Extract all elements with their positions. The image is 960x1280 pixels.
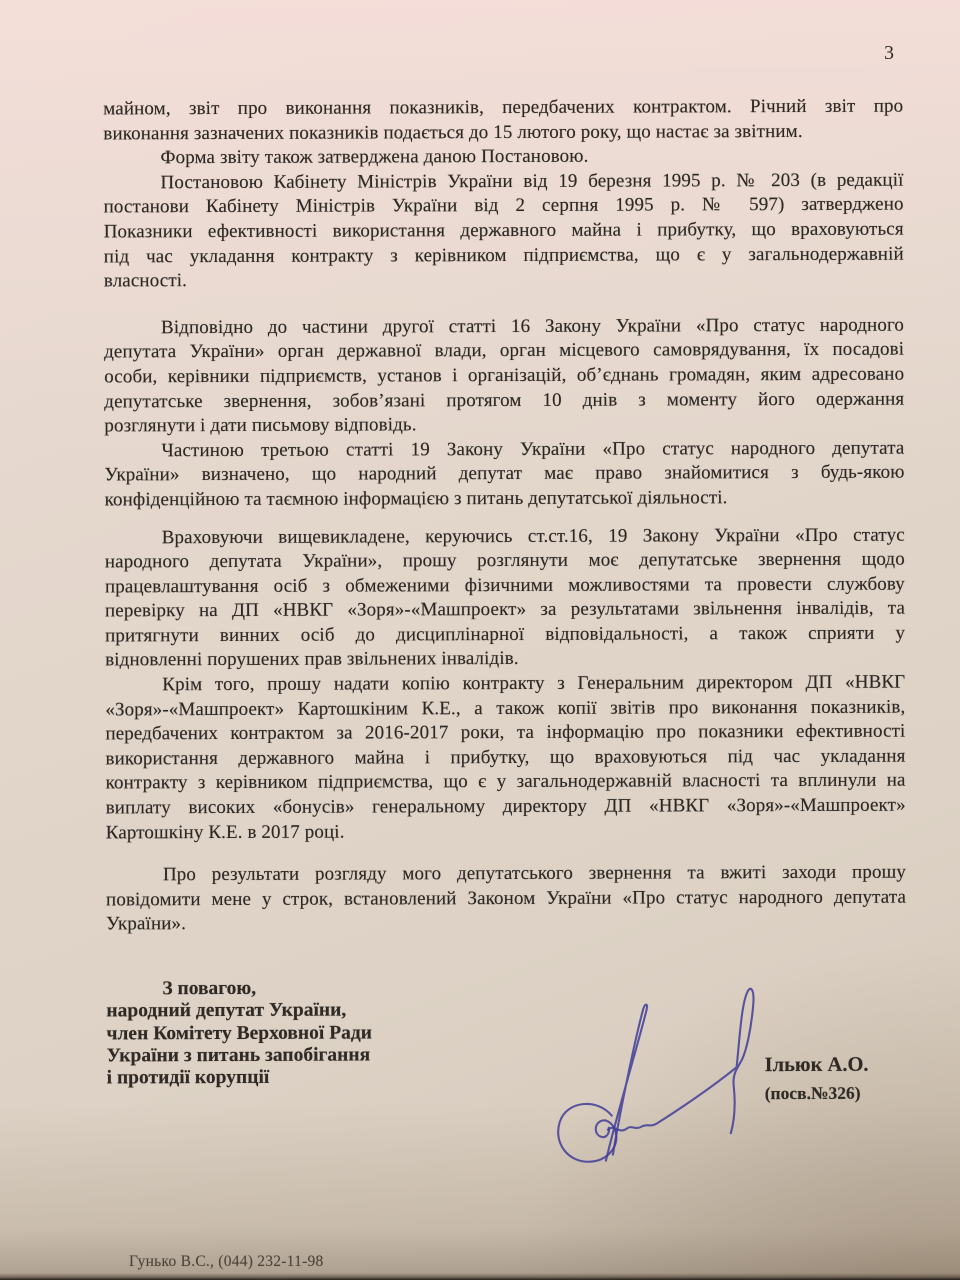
closing-line: України з питань запобігання bbox=[106, 1044, 371, 1067]
document-line: контракту з керівником підприємства, що є у загальнодержавній власності та вплинули на bbox=[105, 770, 906, 794]
document-line: Відповідно до частини другої статті 16 Закону України «Про статус народного bbox=[160, 314, 905, 338]
document-line: передбачених контрактом за 2016-2017 роки, та інформацію про показники ефективності bbox=[105, 720, 906, 745]
document-line: Показники ефективності використання державного майна і прибутку, що враховуються bbox=[103, 218, 904, 243]
document-line: депутатське звернення, зобов’язані протягом 10 днів з моменту його одержання bbox=[104, 388, 905, 412]
closing-line: член Комітету Верховної Ради bbox=[106, 1022, 372, 1044]
document-line: «Зоря»-«Машпроект» Картошкіним К.Е., а також копії звітів про виконання показників, bbox=[105, 696, 906, 721]
document-line: майном, звіт про виконання показників, передбачених контрактом. Річний звіт про bbox=[103, 95, 904, 120]
footer-contact: Гунько В.С., (044) 232-11-98 bbox=[129, 1253, 324, 1270]
document-line: відновленні порушених прав звільнених інвалідів. bbox=[105, 648, 519, 671]
closing-line: і протидії корупції bbox=[106, 1067, 270, 1089]
signer-credential: (посв.№326) bbox=[764, 1082, 861, 1104]
document-line: виконання зазначених показників подається до 15 лютого року, що настає за звітним. bbox=[103, 120, 803, 144]
document-line: депутата України» орган державної влади, орган місцевого самоврядування, їх посадові bbox=[104, 338, 905, 363]
document-line: конфіденційною та таємною інформацією з питань депутатської діяльності. bbox=[104, 487, 728, 511]
document-line: Частиною третьою статті 19 Закону України «Про статус народного депутата bbox=[161, 437, 905, 461]
letter-content bbox=[103, 0, 907, 1220]
document-line: використання державного майна і прибутку, що враховуються під час укладання bbox=[105, 745, 906, 770]
document-line: перевірку на ДП «НВКГ «Зоря»-«Машпроект» за результатами звільнення інвалідів, та bbox=[104, 597, 906, 622]
document-line: Форма звіту також затверджена даною Постановою. bbox=[160, 145, 589, 169]
document-body bbox=[103, 95, 906, 938]
document-line: під час укладання контракту з керівником підприємства, що є у загальнодержавній bbox=[103, 243, 904, 267]
photo-bottom-edge bbox=[0, 1273, 960, 1280]
handwritten-signature-icon bbox=[544, 982, 777, 1189]
document-line: розглянути і дати письмову відповідь. bbox=[104, 414, 417, 437]
document-line: працевлаштування осіб з обмеженими фізичними можливостями та провести службову bbox=[104, 573, 905, 598]
document-line: повідомити мене у строк, встановлений Законом України «Про статус народного депутата bbox=[105, 886, 907, 911]
document-line: Крім того, прошу надати копію контракту з Генеральним директором ДП «НВКГ bbox=[162, 671, 906, 696]
document-line: народного депутата України», прошу розглянути моє депутатське звернення щодо bbox=[104, 548, 905, 573]
document-line: виплату високих «бонусів» генеральному директору ДП «НВКГ «Зоря»-«Машпроект» bbox=[105, 794, 906, 819]
document-line: Враховуючи вищевикладене, керуючись ст.ст.16, 19 Закону України «Про статус bbox=[161, 524, 905, 548]
signer-block bbox=[765, 1054, 869, 1104]
signer-name: Ільюк А.О. bbox=[764, 1053, 869, 1077]
document-line: Картошкіну К.Е. в 2017 році. bbox=[105, 821, 345, 844]
document-line: України» визначено, що народний депутат має право знайомитися з будь-якою bbox=[104, 461, 905, 486]
document-line: власності. bbox=[103, 270, 188, 292]
document-line: притягнути винних осіб до дисциплінарної відповідальності, а також сприяти у bbox=[105, 622, 906, 647]
document-line: Про результати розгляду мого депутатського звернення та вжиті заходи прошу bbox=[162, 861, 906, 886]
closing-line: народний депутат України, bbox=[106, 999, 347, 1022]
closing-line: З повагою, bbox=[162, 977, 257, 1000]
closing-section bbox=[106, 976, 907, 1221]
document-line: особи, керівники підприємств, установ і організацій, об’єднань громадян, яким адресовано bbox=[104, 363, 905, 388]
document-line: Постановою Кабінету Міністрів України від 19 березня 1995 р. № 203 (в редакції bbox=[160, 169, 904, 193]
document-line: постанови Кабінету Міністрів України від 2 серпня 1995 р. № 597) затверджено bbox=[103, 193, 904, 218]
page-number: 3 bbox=[884, 42, 894, 64]
document-line: України». bbox=[106, 913, 187, 935]
